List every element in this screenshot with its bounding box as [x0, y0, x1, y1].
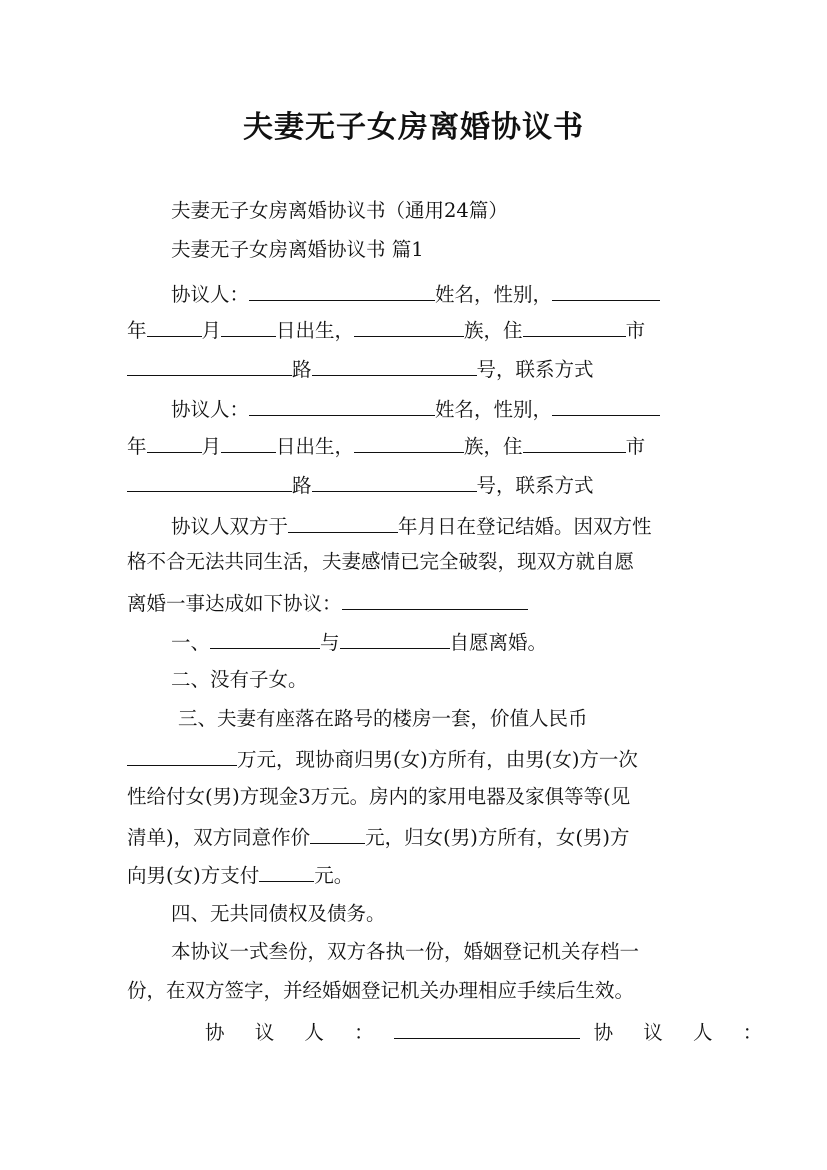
blank — [552, 280, 660, 301]
party2-line1: 协议人： 姓名，性别， — [171, 395, 660, 423]
blank — [221, 316, 276, 337]
blank — [523, 432, 626, 453]
clause-3-line2: 万元，现协商归男(女)方所有，由男(女)方一次 — [127, 745, 638, 773]
blank — [354, 432, 464, 453]
blank — [552, 395, 660, 416]
clause-3-line5: 向男(女)方支付 元。 — [127, 861, 353, 889]
blank — [249, 395, 435, 416]
blank — [127, 355, 292, 376]
party1-line3: 路 号，联系方式 — [127, 355, 594, 383]
party2-line2: 年 月 日出生， 族，住 市 — [127, 432, 645, 460]
blank — [340, 628, 450, 649]
party2-line3: 路 号，联系方式 — [127, 471, 594, 499]
clause-1: 一、 与 自愿离婚。 — [171, 628, 547, 656]
party1-line2: 年 月 日出生， 族，住 市 — [127, 316, 645, 344]
clause-3-line3: 性给付女(男)方现金3万元。房内的家用电器及家俱等等(见 — [127, 785, 631, 808]
blank — [210, 628, 320, 649]
section-heading: 夫妻无子女房离婚协议书 篇1 — [171, 238, 424, 261]
clause-5-line2: 份，在双方签字，并经婚姻登记机关办理相应手续后生效。 — [127, 979, 635, 1002]
document-title: 夫妻无子女房离婚协议书 — [243, 110, 584, 145]
subtitle-line: 夫妻无子女房离婚协议书（通用24篇） — [171, 199, 508, 222]
para3-line3: 离婚一事达成如下协议： — [127, 589, 528, 617]
blank — [312, 355, 477, 376]
blank — [127, 471, 292, 492]
clause-4: 四、无共同债权及债务。 — [171, 902, 386, 925]
clause-2: 二、没有子女。 — [171, 668, 308, 691]
para3-line1: 协议人双方于 年月日在登记结婚。因双方性 — [171, 512, 652, 540]
blank — [127, 745, 237, 766]
signature-blank[interactable] — [394, 1018, 580, 1039]
clause-3-line1: 三、夫妻有座落在路号的楼房一套，价值人民币 — [178, 707, 588, 730]
signature-line: 协 议 人 ： 协 议 人 ： — [205, 1018, 774, 1046]
blank — [354, 316, 464, 337]
blank — [342, 589, 528, 610]
blank — [310, 823, 365, 844]
para3-line2: 格不合无法共同生活，夫妻感情已完全破裂，现双方就自愿 — [127, 550, 635, 573]
blank — [147, 316, 202, 337]
party1-line1: 协议人： 姓名，性别， — [171, 280, 660, 308]
blank — [249, 280, 435, 301]
clause-5-line1: 本协议一式叁份，双方各执一份，婚姻登记机关存档一 — [171, 940, 640, 963]
blank — [288, 512, 398, 533]
blank — [312, 471, 477, 492]
blank — [221, 432, 276, 453]
blank — [259, 861, 314, 882]
blank — [147, 432, 202, 453]
clause-3-line4: 清单)，双方同意作价 元，归女(男)方所有，女(男)方 — [127, 823, 630, 851]
blank — [523, 316, 626, 337]
